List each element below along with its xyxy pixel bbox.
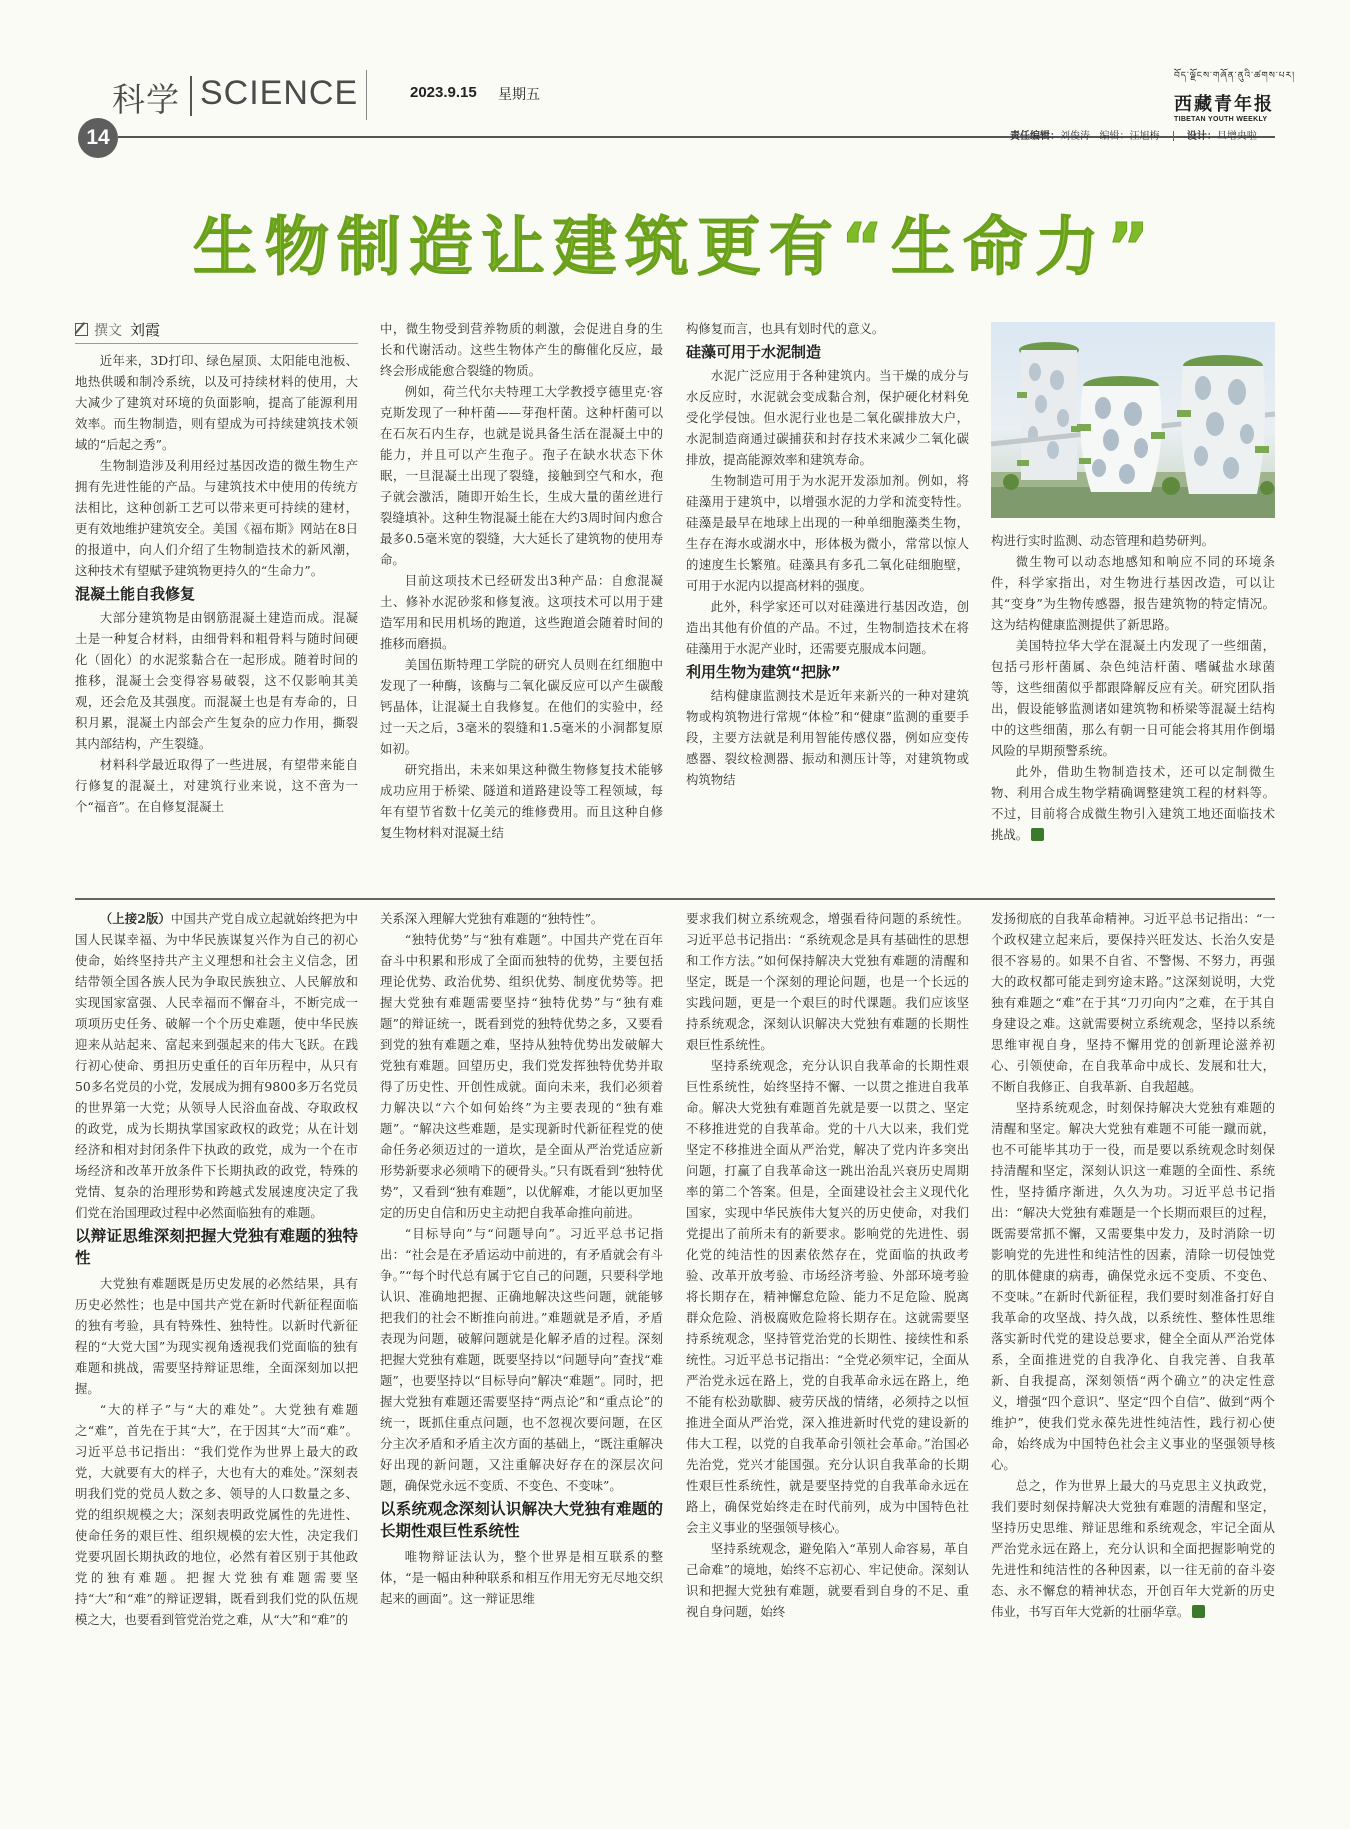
article2-column-4 bbox=[991, 908, 1275, 1808]
paragraph: 构进行实时监测、动态管理和趋势研判。 bbox=[991, 533, 1215, 548]
logo-english: TIBETAN YOUTH WEEKLY bbox=[1174, 116, 1268, 123]
logo-tibetan: བོད་ལྗོངས་གཞོན་ནུའི་ཚགས་པར། bbox=[1174, 71, 1296, 81]
paragraph: 发扬彻底的自我革命精神。习近平总书记指出：“一个政权建立起来后，要保持兴旺发达、长治久安是很不容易的。如果不自省、不警惕、不努力，再强大的政权都可能走到穷途末路。”这深刻说明，大党独有难题之“难”在于其“刀刃向内”之难，在于其自身建设之难。这就需要树立系统观念，坚持以系统思维审视自身，坚持不懈用党的创新理论滋养初心、引领使命，在自我革命中成长、发展和壮大，不断自我修正、自我革新、自我超越。 bbox=[991, 911, 1275, 1094]
subheading: 利用生物为建筑“把脉” bbox=[686, 663, 841, 681]
paragraph-text: 中国共产党自成立起就始终把为中国人民谋幸福、为中华民族谋复兴作为自己的初心使命，始终坚持共产主义理想和社会主义信念，团结带领全国各族人民为争取民族独立、人民解放和实现国家富强、人民幸福而不懈奋斗，不断完成一项项历史任务、破解一个个历史难题，使中华民族迎来从站起来、富起来到强起来的伟大飞跃。在践行初心使命、勇担历史重任的百年历程中，从只有50多名党员的小党，发展成为拥有9800多万名党员的世界第一大党；从领导人民浴血奋战、夺取政权的政党，成为长期执掌国家政权的政党；从在计划经济和相对封闭条件下执政的政党，成为一个在市场经济和改革开放条件下长期执政的政党，特殊的党情、复杂的治理形势和跨越式发展速度决定了我们党在治国理政过程中必然面临独有的难题。 bbox=[75, 911, 359, 1220]
paragraph: 要求我们树立系统观念，增强看待问题的系统性。习近平总书记指出：“系统观念是具有基础性的思想和工作方法。”如何保持解决大党独有难题的清醒和坚定，既是一个深刻的理论问题，也是一个长远的实践问题，更是一个艰巨的时代课题。我们应该坚持系统观念，深刻认识解决大党独有难题的长期性艰巨性系统性。 bbox=[686, 911, 969, 1052]
paragraph: 例如，荷兰代尔夫特理工大学教授亨德里克·容克斯发现了一种杆菌——芽孢杆菌。这种杆菌可以在石灰石内生存，也就是说具备生活在混凝土中的能力，并且可以产生孢子。孢子在缺水状态下休眠，一旦混凝土出现了裂缝，接触到空气和水，孢子就会激活，随即开始生长，生成大量的菌丝进行裂缝填补。这种生物混凝土能在大约3周时间内愈合最多0.5毫米宽的裂缝，大大延长了建筑物的使用寿命。 bbox=[380, 384, 663, 567]
paragraph bbox=[991, 761, 1275, 845]
byline bbox=[75, 318, 358, 344]
credits-divider bbox=[1173, 131, 1174, 141]
paragraph: 此外，科学家还可以对硅藻进行基因改造，创造出其他有价值的产品。不过，生物制造技术在将硅藻用于水泥产业时，还需要克服成本问题。 bbox=[686, 599, 969, 656]
paragraph: 生物制造涉及利用经过基因改造的微生物生产拥有先进性能的产品。与建筑技术中使用的传统方法相比，这种创新工艺可以带来更可持续的建材，更有效地维护建筑安全。美国《福布斯》网站在8日的报道中，向人们介绍了生物制造技术的新风潮，这种技术有望赋予建筑物更持久的“生命力”。 bbox=[75, 458, 358, 578]
paragraph: 大党独有难题既是历史发展的必然结果，具有历史必然性；也是中国共产党在新时代新征程面临的独有考验，具有特殊性、独特性。以新时代新征程的“大党大国”为现实视角透视我们党面临的独有难题和挑战，需要坚持辩证思维，全面深刻加以把握。 bbox=[75, 1276, 358, 1396]
logo-chinese: 西藏青年报 bbox=[1174, 94, 1274, 115]
issue-weekday: 星期五 bbox=[498, 87, 540, 103]
copyeditor-label: 编辑： bbox=[1099, 131, 1130, 142]
towers-drawing bbox=[991, 322, 1275, 518]
editor-label: 责任编辑： bbox=[1010, 131, 1060, 142]
byline-label: 撰文 bbox=[94, 323, 122, 339]
newspaper-logo bbox=[1174, 66, 1296, 123]
paragraph: 目前这项技术已经研发出3种产品：自愈混凝土、修补水泥砂浆和修复液。这项技术可以用于建造军用和民用机场的跑道，这些跑道会随着时间的推移而磨损。 bbox=[380, 573, 663, 651]
paragraph: 美国特拉华大学在混凝土内发现了一些细菌，包括弓形杆菌属、杂色纯洁杆菌、嗜碱盐水球菌等，这些细菌似乎都跟降解反应有关。研究团队指出，假设能够监测诸如建筑物和桥梁等混凝土结构中的这些细菌，那么有朝一日可能会将其用作倒塌风险的早期预警系统。 bbox=[991, 638, 1275, 758]
paragraph: 生物制造可用于为水泥开发添加剂。例如，将硅藻用于建筑中，以增强水泥的力学和流变特性。硅藻是最早在地球上出现的一种单细胞藻类生物，生存在海水或湖水中，形体极为微小，常常以惊人的速度生长繁殖。硅藻具有多孔二氧化硅细胞壁，可用于水泥内以提高材料的强度。 bbox=[686, 473, 969, 593]
author-name: 刘霞 bbox=[130, 321, 161, 339]
article-headline: 生物制造让建筑更有“生命力” bbox=[192, 211, 1158, 285]
building-illustration bbox=[991, 322, 1275, 518]
paragraph: 关系深入理解大党独有难题的“独特性”。 bbox=[380, 911, 604, 926]
article2-column-3 bbox=[686, 908, 969, 1808]
continued-from-tag: （上接2版） bbox=[99, 911, 171, 926]
paragraph: 微生物可以动态地感知和响应不同的环境条件，科学家指出，对生物进行基因改造，可以让其“变身”为生物传感器，报告建筑物的特定情况。这为结构健康监测提供了新思路。 bbox=[991, 554, 1275, 632]
paragraph: “大的样子”与“大的难处”。大党独有难题之“难”，首先在于其“大”，在于因其“大”而“难”。习近平总书记指出：“我们党作为世界上最大的政党，大就要有大的样子，大也有大的难处。”深刻表明我们党的党员人数之多、领导的人口数量之多、党的组织规模之大；深刻表明政党属性的先进性、使命任务的艰巨性、组织规模的宏大性，决定我们党要巩固长期执政的地位，必然有着区别于其他政党的独有难题。把握大党独有难题需要坚持“大”和“难”的辩证逻辑，既看到我们党的队伍规模之大，也要看到管党治党之难，从“大”和“难”的 bbox=[75, 1402, 358, 1627]
subheading: 混凝土能自我修复 bbox=[75, 585, 196, 603]
paragraph: 美国伍斯特理工学院的研究人员则在红细胞中发现了一种酶，该酶与二氧化碳反应可以产生碳酸钙晶体，让混凝土自我修复。在他们的实验中，经过一天之后，3毫米的裂缝和1.5毫米的小洞都复原如初。 bbox=[380, 657, 663, 756]
paragraph bbox=[991, 1475, 1275, 1622]
paragraph: “目标导向”与“问题导向”。习近平总书记指出：“社会是在矛盾运动中前进的，有矛盾就会有斗争。”“每个时代总有属于它自己的问题，只要科学地认识、准确地把握、正确地解决这些问题，就能够把我们的社会不断推向前进。”难题就是矛盾，矛盾表现为问题，破解问题就是化解矛盾的过程。深刻把握大党独有难题，既要坚持以“问题导向”查找“难题”，也要坚持以“目标导向”解决“难题”。同时，把握大党独有难题还需要坚持“两点论”和“重点论”的统一，既抓住重点问题，也不忽视次要问题，在区分主次矛盾和矛盾主次方面的基础上，“既注重解决好出现的新问题，又注重解决好存在的深层次问题，确保党永远不变质、不变色、不变味”。 bbox=[380, 1226, 663, 1493]
page-number: 14 bbox=[78, 118, 118, 158]
paragraph: 坚持系统观念，避免陷入“革别人命容易，革自己命难”的境地，始终不忘初心、牢记使命。深刻认识和把握大党独有难题，就要看到自身的不足、重视自身问题，始终 bbox=[686, 1541, 969, 1619]
pen-icon bbox=[75, 323, 88, 336]
paragraph: 大部分建筑物是由钢筋混凝土建造而成。混凝土是一种复合材料，由细骨料和粗骨料与随时间硬化（固化）的水泥浆黏合在一起形成。随着时间的推移，混凝土会变得容易破裂，这不仅影响其美观，还会危及其强度。而混凝土也是有寿命的，日积月累，混凝土内部会产生复杂的应力作用，撕裂其内部结构，产生裂缝。 bbox=[75, 610, 358, 751]
section-divider bbox=[190, 76, 192, 116]
designer-name: 旦增央啦 bbox=[1216, 131, 1257, 142]
article1-column-2 bbox=[380, 318, 663, 890]
paragraph: 坚持系统观念，时刻保持解决大党独有难题的清醒和坚定。解决大党独有难题不可能一蹴而就，也不可能毕其功于一役，而是要以系统观念时刻保持清醒和坚定，深刻认识这一难题的全面性、系统性，坚持循序渐进，久久为功。习近平总书记指出：“解决大党独有难题是一个长期而艰巨的过程，既需要常抓不懈，又需要集中发力，及时消除一切影响党的先进性和纯洁性的因素，清除一切侵蚀党的肌体健康的病毒，确保党永远不变质、不变色、不变味。”在新时代新征程，我们要时刻准备打好自我革命的攻坚战、持久战，以系统性、整体性思维落实新时代党的建设总要求，健全全面从严治党体系，全面推进党的自我净化、自我完善、自我革新、自我提高，深刻领悟“两个确立”的决定性意义，增强“四个意识”、坚定“四个自信”、做到“两个维护”，使我们党永葆先进性纯洁性，践行初心使命，始终成为中国特色社会主义事业的坚强领导核心。 bbox=[991, 1100, 1275, 1472]
paragraph: 坚持系统观念，充分认识自我革命的长期性艰巨性系统性，始终坚持不懈、一以贯之推进自我革命。解决大党独有难题首先就是要一以贯之、坚定不移推进党的自我革命。党的十八大以来，我们党坚定不移推进全面从严治党，解决了党内许多突出问题，打赢了自我革命这一跳出治乱兴衰历史周期率的第二个答案。但是，全面建设社会主义现代化国家，实现中华民族伟大复兴的历史使命，对我们党提出了前所未有的新要求。影响党的先进性、弱化党的纯洁性的因素依然存在，党面临的执政考验、改革开放考验、市场经济考验、外部环境考验将长期存在，精神懈怠危险、能力不足危险、脱离群众危险、消极腐败危险将长期存在。这就需要坚持系统观念，坚持管党治党的长期性、接续性和系统性。习近平总书记指出：“全党必须牢记，全面从严治党永远在路上，党的自我革命永远在路上，绝不能有松劲歇脚、疲劳厌战的情绪，必须持之以恒推进全面从严治党，深入推进新时代党的建设新的伟大工程，以党的自我革命引领社会革命。”治国必先治党，党兴才能国强。充分认识自我革命的长期性艰巨性系统性，就是要坚持党的自我革命永远在路上，确保党始终走在时代前列，成为中国特色社会主义事业的坚强领导核心。 bbox=[686, 1058, 969, 1535]
designer-label: 设计： bbox=[1186, 131, 1217, 142]
paragraph-text: 此外，借助生物制造技术，还可以定制微生物、利用合成生物学精确调整建筑工程的材料等。不过，目前将合成微生物引入建筑工地还面临技术挑战。 bbox=[991, 764, 1275, 842]
article2-column-1 bbox=[75, 908, 358, 1808]
subheading: 硅藻可用于水泥制造 bbox=[686, 343, 822, 361]
editor-credits bbox=[1010, 127, 1257, 142]
paragraph: 研究指出，未来如果这种微生物修复技术能够成功应用于桥梁、隧道和道路建设等工程领域，每年有望节省数十亿美元的维修费用。而且这种自修复生物材料对混凝土结 bbox=[380, 762, 663, 840]
paragraph: “独特优势”与“独有难题”。中国共产党在百年奋斗中积累和形成了全面而独特的优势，主要包括理论优势、政治优势、组织优势、制度优势等。把握大党独有难题需要坚持“独特优势”与“独有难题”的辩证统一，既看到党的独特优势之多，又要看到党的独有难题之难，坚持从独特优势出发破解大党独有难题。回望历史，我们党发挥独特优势并取得了历史性、开创性成就。面向未来，我们必须着力解决以“六个如何始终”为主要表现的“独有难题”。“解决这些难题，是实现新时代新征程党的使命任务必须迈过的一道坎，是全面从严治党适应新形势新要求必须啃下的硬骨头。”只有既看到“独特优势”，又看到“独有难题”，以优解难，才能以更加坚定的历史自信和历史主动把自我革命推向前进。 bbox=[380, 932, 663, 1220]
paragraph: 材料科学最近取得了一些进展，有望带来能自行修复的混凝土，对建筑行业来说，这不啻为一个“福音”。在自修复混凝土 bbox=[75, 757, 358, 814]
paragraph: 水泥广泛应用于各种建筑内。当干燥的成分与水反应时，水泥就会变成黏合剂，保护硬化材料免受化学侵蚀。但水泥行业也是二氧化碳排放大户，水泥制造商通过碳捕获和封存技术来减少二氧化碳排放，提高能源效率和建筑寿命。 bbox=[686, 368, 969, 467]
paragraph: 近年来，3D打印、绿色屋顶、太阳能电池板、地热供暖和制冷系统，以及可持续材料的使用，大大减少了建筑对环境的负面影响，提高了能源利用效率。而生物制造，则有望成为可持续建筑技术领域的“后起之秀”。 bbox=[75, 353, 358, 452]
paragraph: 中，微生物受到营养物质的刺激，会促进自身的生长和代谢活动。这些生物体产生的酶催化反应，最终会形成能愈合裂缝的物质。 bbox=[380, 321, 663, 378]
paragraph: 结构健康监测技术是近年来新兴的一种对建筑物或构筑物进行常规“体检”和“健康”监测的重要手段，主要方法就是利用智能传感仪器，例如应变传感器、裂纹检测器、振动和测压计等，对建筑物或构筑物结 bbox=[686, 688, 969, 787]
issue-date: 2023.9.15 bbox=[410, 84, 477, 101]
masthead bbox=[0, 0, 1350, 150]
article1-column-3 bbox=[686, 318, 969, 890]
masthead-divider bbox=[366, 70, 367, 120]
end-mark-icon bbox=[1031, 828, 1044, 841]
subheading: 以辩证思维深刻把握大党独有难题的独特性 bbox=[75, 1227, 358, 1267]
paragraph-text: 总之，作为世界上最大的马克思主义执政党，我们要时刻保持解决大党独有难题的清醒和坚定，坚持历史思维、辩证思维和系统观念，牢记全面从严治党永远在路上，充分认识和全面把握影响党的先进性和纯洁性的各种因素，以一往无前的奋斗姿态、永不懈怠的精神状态，开创百年大党新的历史伟业，书写百年大党新的壮丽华章。 bbox=[991, 1478, 1275, 1619]
paragraph: 构修复而言，也具有划时代的意义。 bbox=[686, 321, 885, 336]
end-mark-icon bbox=[1192, 1605, 1205, 1618]
paragraph bbox=[75, 908, 358, 1223]
article2-column-2 bbox=[380, 908, 663, 1808]
article1-column-4 bbox=[991, 530, 1275, 890]
paragraph: 唯物辩证法认为，整个世界是相互联系的整体，“是一幅由种种联系和相互作用无穷无尽地交织起来的画面”。这一辩证思维 bbox=[380, 1549, 663, 1606]
section-divider-rule bbox=[75, 898, 1275, 900]
section-name-en: SCIENCE bbox=[200, 74, 359, 112]
subheading: 以系统观念深刻认识解决大党独有难题的长期性艰巨性系统性 bbox=[380, 1500, 663, 1540]
copyeditor-name: 汪旭梅 bbox=[1129, 131, 1160, 142]
editor-name: 刘俊涛 bbox=[1060, 131, 1090, 142]
section-name-cn: 科学 bbox=[112, 80, 180, 119]
article1-column-1 bbox=[75, 318, 358, 890]
